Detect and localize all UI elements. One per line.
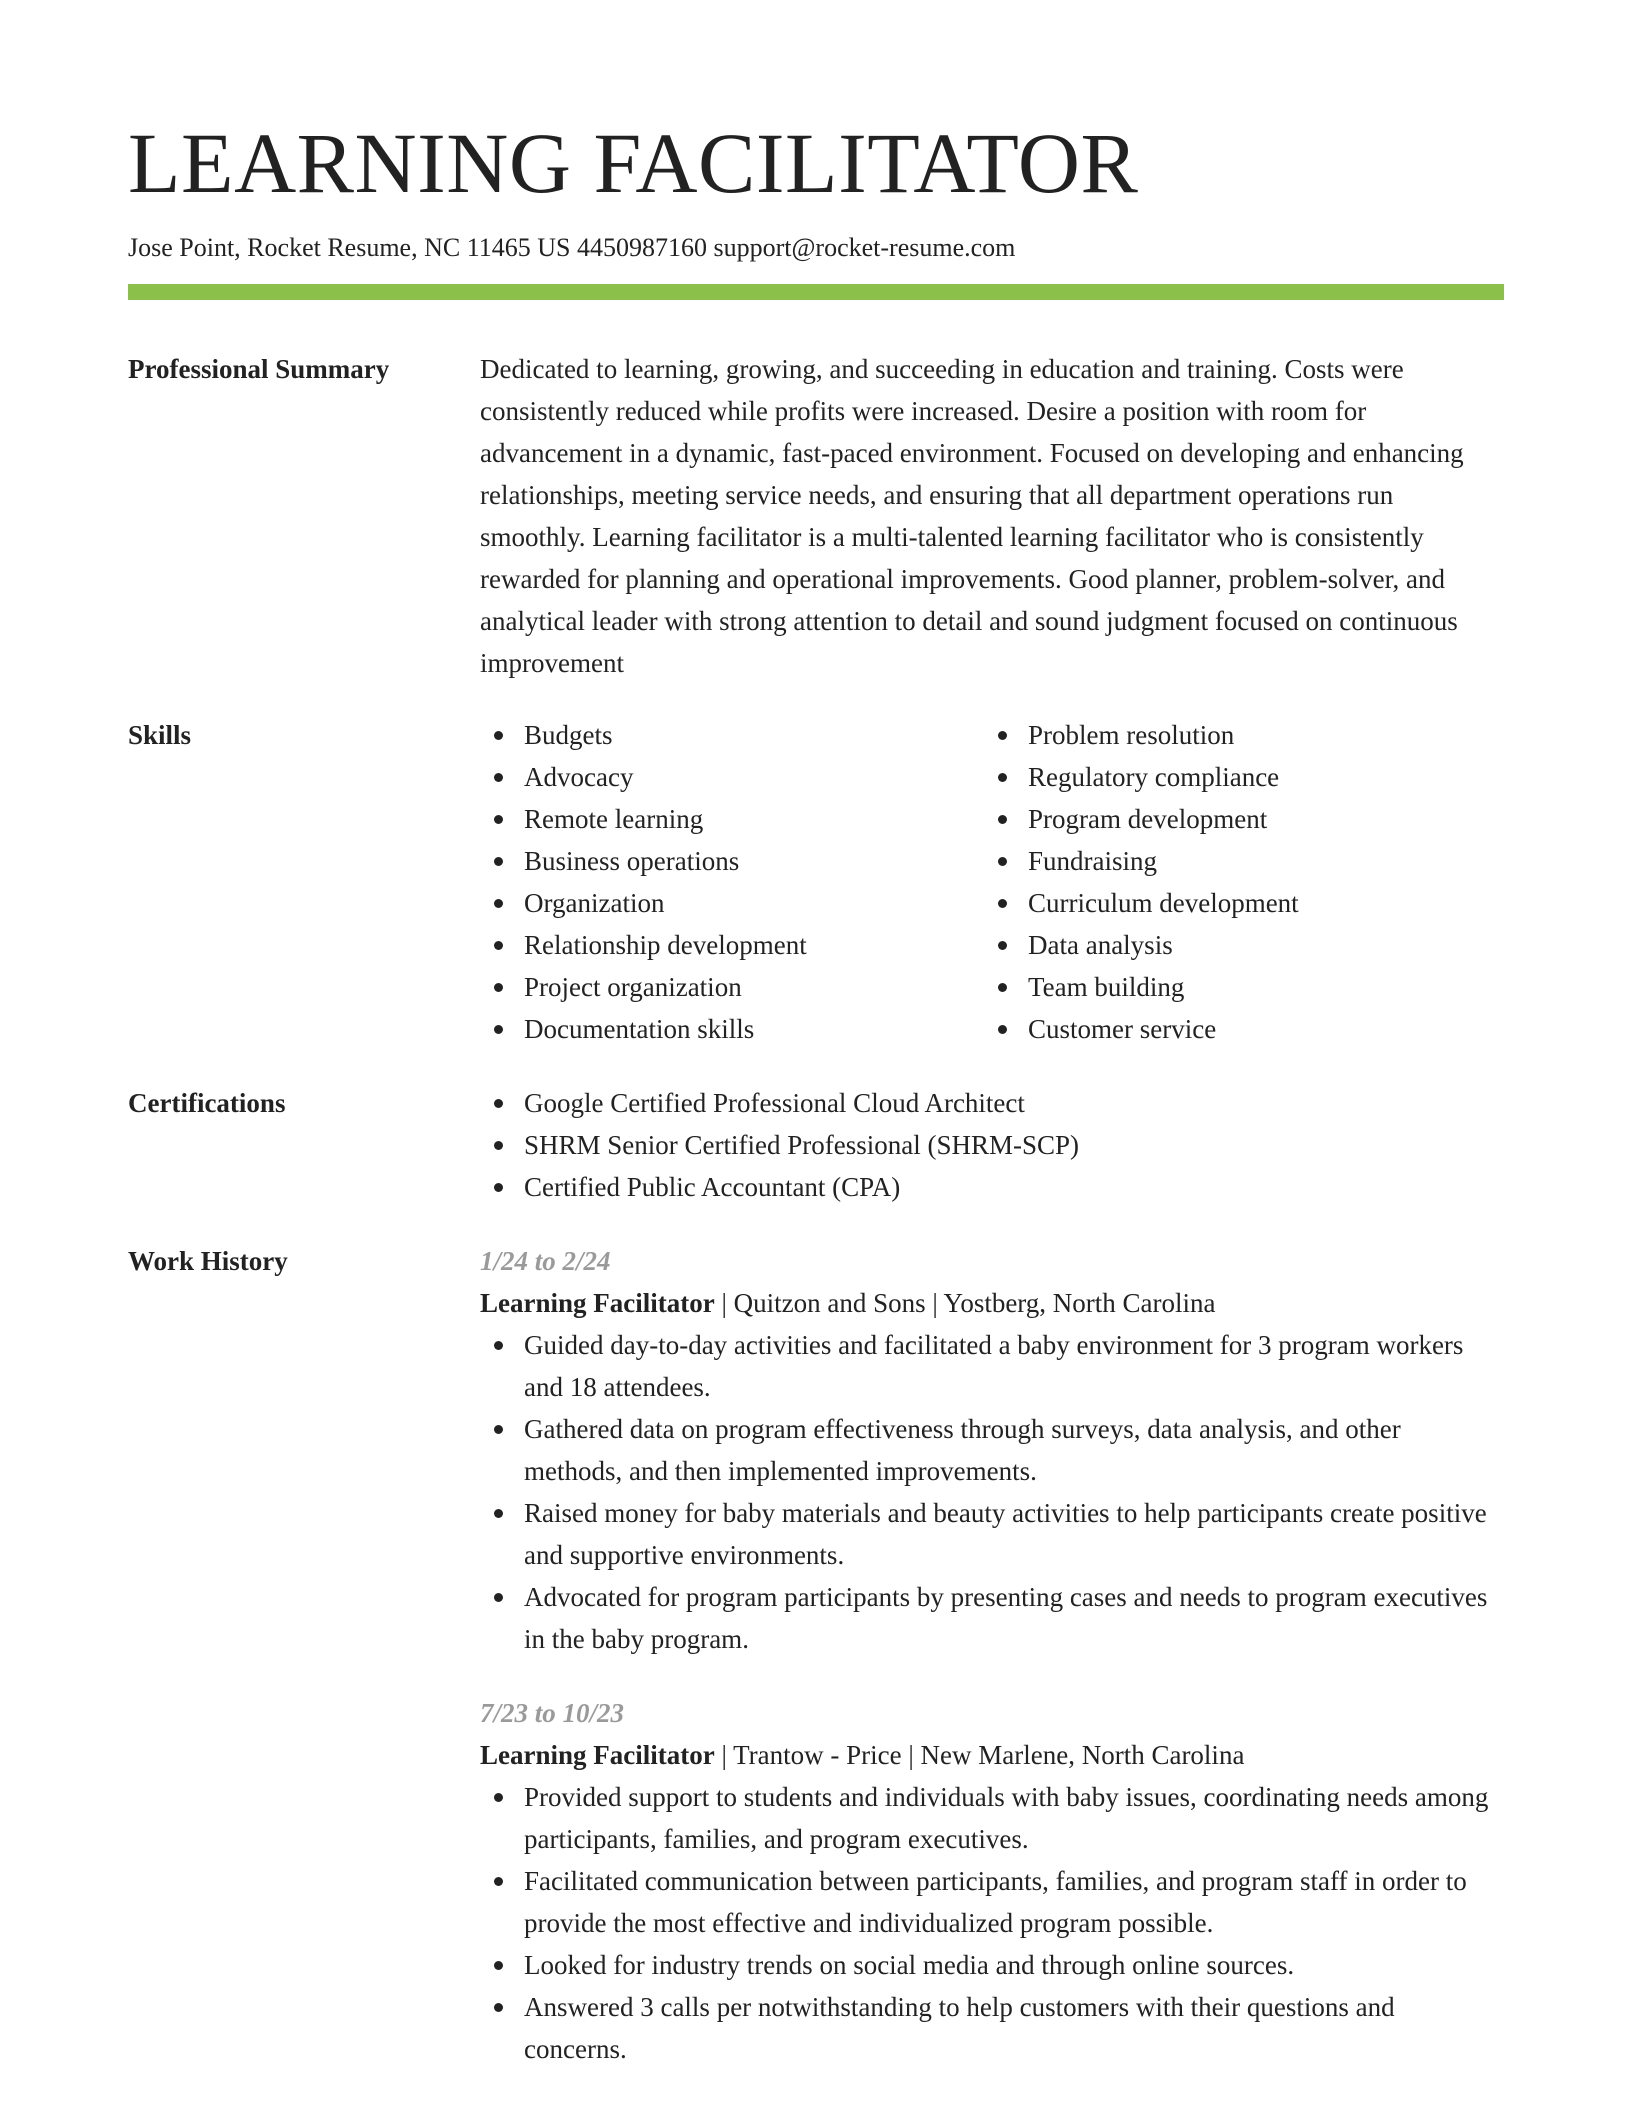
skill-item-text: Advocacy (524, 762, 634, 793)
bullet-icon (998, 983, 1007, 992)
responsibility-item-text: Gathered data on program effectiveness through surveys, data analysis, and other methods, and then implemented improvements. (524, 1414, 1401, 1487)
responsibility-item-text: Raised money for baby materials and beauty activities to help participants create positive and supportive environments. (524, 1498, 1487, 1571)
skill-item-text: Documentation skills (524, 1014, 755, 1045)
bullet-icon (494, 731, 503, 740)
bullet-icon (998, 1025, 1007, 1034)
resume-title: LEARNING FACILITATOR (128, 115, 1139, 211)
responsibility-item-text: Facilitated communication between participants, families, and program staff in order to provide the most effective and individualized program possible. (524, 1866, 1467, 1939)
skill-item (984, 714, 1488, 756)
certifications-heading: Certifications (128, 1088, 286, 1119)
skill-item (480, 1008, 984, 1050)
responsibility-item-text: Looked for industry trends on social media and through online sources. (524, 1950, 1295, 1981)
skill-item-text: Curriculum development (1028, 888, 1299, 919)
certification-item-text: SHRM Senior Certified Professional (SHRM-SCP) (524, 1130, 1080, 1161)
bullet-icon (494, 1793, 503, 1802)
job-entry (480, 1240, 1504, 1660)
skill-item (480, 756, 984, 798)
responsibility-item-text: Guided day-to-day activities and facilitated a baby environment for 3 program workers and 18 attendees. (524, 1330, 1464, 1403)
bullet-icon (494, 1183, 503, 1192)
certifications-section (128, 1082, 1504, 1208)
job-entry (480, 1692, 1504, 2070)
skill-item-text: Data analysis (1028, 930, 1173, 961)
bullet-icon (494, 1961, 503, 1970)
skills-list-right (984, 714, 1488, 1050)
skill-item-text: Customer service (1028, 1014, 1217, 1045)
skill-item (984, 966, 1488, 1008)
job-dates: 7/23 to 10/23 (480, 1698, 625, 1729)
bullet-icon (998, 773, 1007, 782)
skill-item (984, 798, 1488, 840)
job-heading (480, 1734, 1504, 1776)
work-history-section (128, 1240, 1504, 2070)
skill-item-text: Remote learning (524, 804, 704, 835)
bullet-icon (998, 731, 1007, 740)
job-title: Learning Facilitator (480, 1740, 715, 1771)
certification-item (480, 1166, 1504, 1208)
bullet-icon (494, 1141, 503, 1150)
responsibility-item (480, 1776, 1504, 1860)
bullet-icon (494, 857, 503, 866)
bullet-icon (494, 1025, 503, 1034)
skill-item (984, 756, 1488, 798)
skill-item-text: Program development (1028, 804, 1268, 835)
bullet-icon (494, 1099, 503, 1108)
summary-section (128, 348, 1504, 684)
bullet-icon (494, 1509, 503, 1518)
skill-item (480, 798, 984, 840)
skill-item (984, 840, 1488, 882)
skill-item (480, 924, 984, 966)
skill-item-text: Problem resolution (1028, 720, 1235, 751)
bullet-icon (998, 899, 1007, 908)
skill-item-text: Organization (524, 888, 665, 919)
responsibility-item (480, 1408, 1504, 1492)
summary-text: Dedicated to learning, growing, and succeeding in education and training. Costs were consistently reduced while profits were increased. Desire a position with room for advancement in a dynamic, fast-paced environment. Focused on developing and enhancing relationships, meeting service needs, and ensuring that all department operations run smoothly. Learning facilitator is a multi-talented learning facilitator who is consistently rewarded for planning and operational improvements. Good planner, problem-solver, and analytical leader with strong attention to detail and sound judgment focused on continuous improvement (480, 354, 1464, 679)
bullet-icon (998, 857, 1007, 866)
job-dates: 1/24 to 2/24 (480, 1246, 611, 1277)
certification-item (480, 1082, 1504, 1124)
skills-list-left (480, 714, 984, 1050)
certification-item-text: Certified Public Accountant (CPA) (524, 1172, 901, 1203)
skill-item-text: Business operations (524, 846, 740, 877)
skill-item (480, 840, 984, 882)
summary-heading: Professional Summary (128, 354, 390, 385)
bullet-icon (494, 815, 503, 824)
skill-item-text: Fundraising (1028, 846, 1158, 877)
skill-item (984, 882, 1488, 924)
responsibility-item (480, 1860, 1504, 1944)
bullet-icon (494, 941, 503, 950)
work-history-list (480, 1240, 1504, 2070)
work-history-heading: Work History (128, 1246, 288, 1277)
certifications-list (480, 1082, 1504, 1208)
resume-page (128, 0, 1504, 2070)
job-employer-location: | Quitzon and Sons | Yostberg, North Carolina (714, 1288, 1216, 1319)
skill-item (480, 714, 984, 756)
job-responsibilities-list (480, 1324, 1504, 1660)
skill-item (984, 924, 1488, 966)
responsibility-item-text: Advocated for program participants by presenting cases and needs to program executives in the baby program. (524, 1582, 1488, 1655)
responsibility-item (480, 1324, 1504, 1408)
skill-item (480, 966, 984, 1008)
certification-item (480, 1124, 1504, 1166)
bullet-icon (494, 1593, 503, 1602)
responsibility-item (480, 1986, 1504, 2070)
responsibility-item-text: Answered 3 calls per notwithstanding to help customers with their questions and concerns. (524, 1992, 1395, 2065)
skill-item (984, 1008, 1488, 1050)
certification-item-text: Google Certified Professional Cloud Architect (524, 1088, 1025, 1119)
job-title: Learning Facilitator (480, 1288, 715, 1319)
responsibility-item (480, 1576, 1504, 1660)
bullet-icon (494, 773, 503, 782)
skills-section (128, 714, 1504, 1050)
bullet-icon (494, 1425, 503, 1434)
responsibility-item-text: Provided support to students and individuals with baby issues, coordinating needs among participants, families, and program executives. (524, 1782, 1489, 1855)
skill-item-text: Relationship development (524, 930, 807, 961)
responsibility-item (480, 1944, 1504, 1986)
contact-info: Jose Point, Rocket Resume, NC 11465 US 4450987160 support@rocket-resume.com (128, 233, 1016, 262)
bullet-icon (494, 1877, 503, 1886)
header-divider (128, 284, 1504, 300)
responsibility-item (480, 1492, 1504, 1576)
skill-item-text: Project organization (524, 972, 742, 1003)
bullet-icon (998, 815, 1007, 824)
skill-item (480, 882, 984, 924)
skill-item-text: Regulatory compliance (1028, 762, 1280, 793)
bullet-icon (494, 2003, 503, 2012)
job-heading (480, 1282, 1504, 1324)
skills-heading: Skills (128, 720, 192, 751)
bullet-icon (494, 983, 503, 992)
bullet-icon (494, 1341, 503, 1350)
skill-item-text: Team building (1028, 972, 1185, 1003)
job-employer-location: | Trantow - Price | New Marlene, North Carolina (714, 1740, 1245, 1771)
bullet-icon (998, 941, 1007, 950)
skill-item-text: Budgets (524, 720, 613, 751)
bullet-icon (494, 899, 503, 908)
job-responsibilities-list (480, 1776, 1504, 2070)
